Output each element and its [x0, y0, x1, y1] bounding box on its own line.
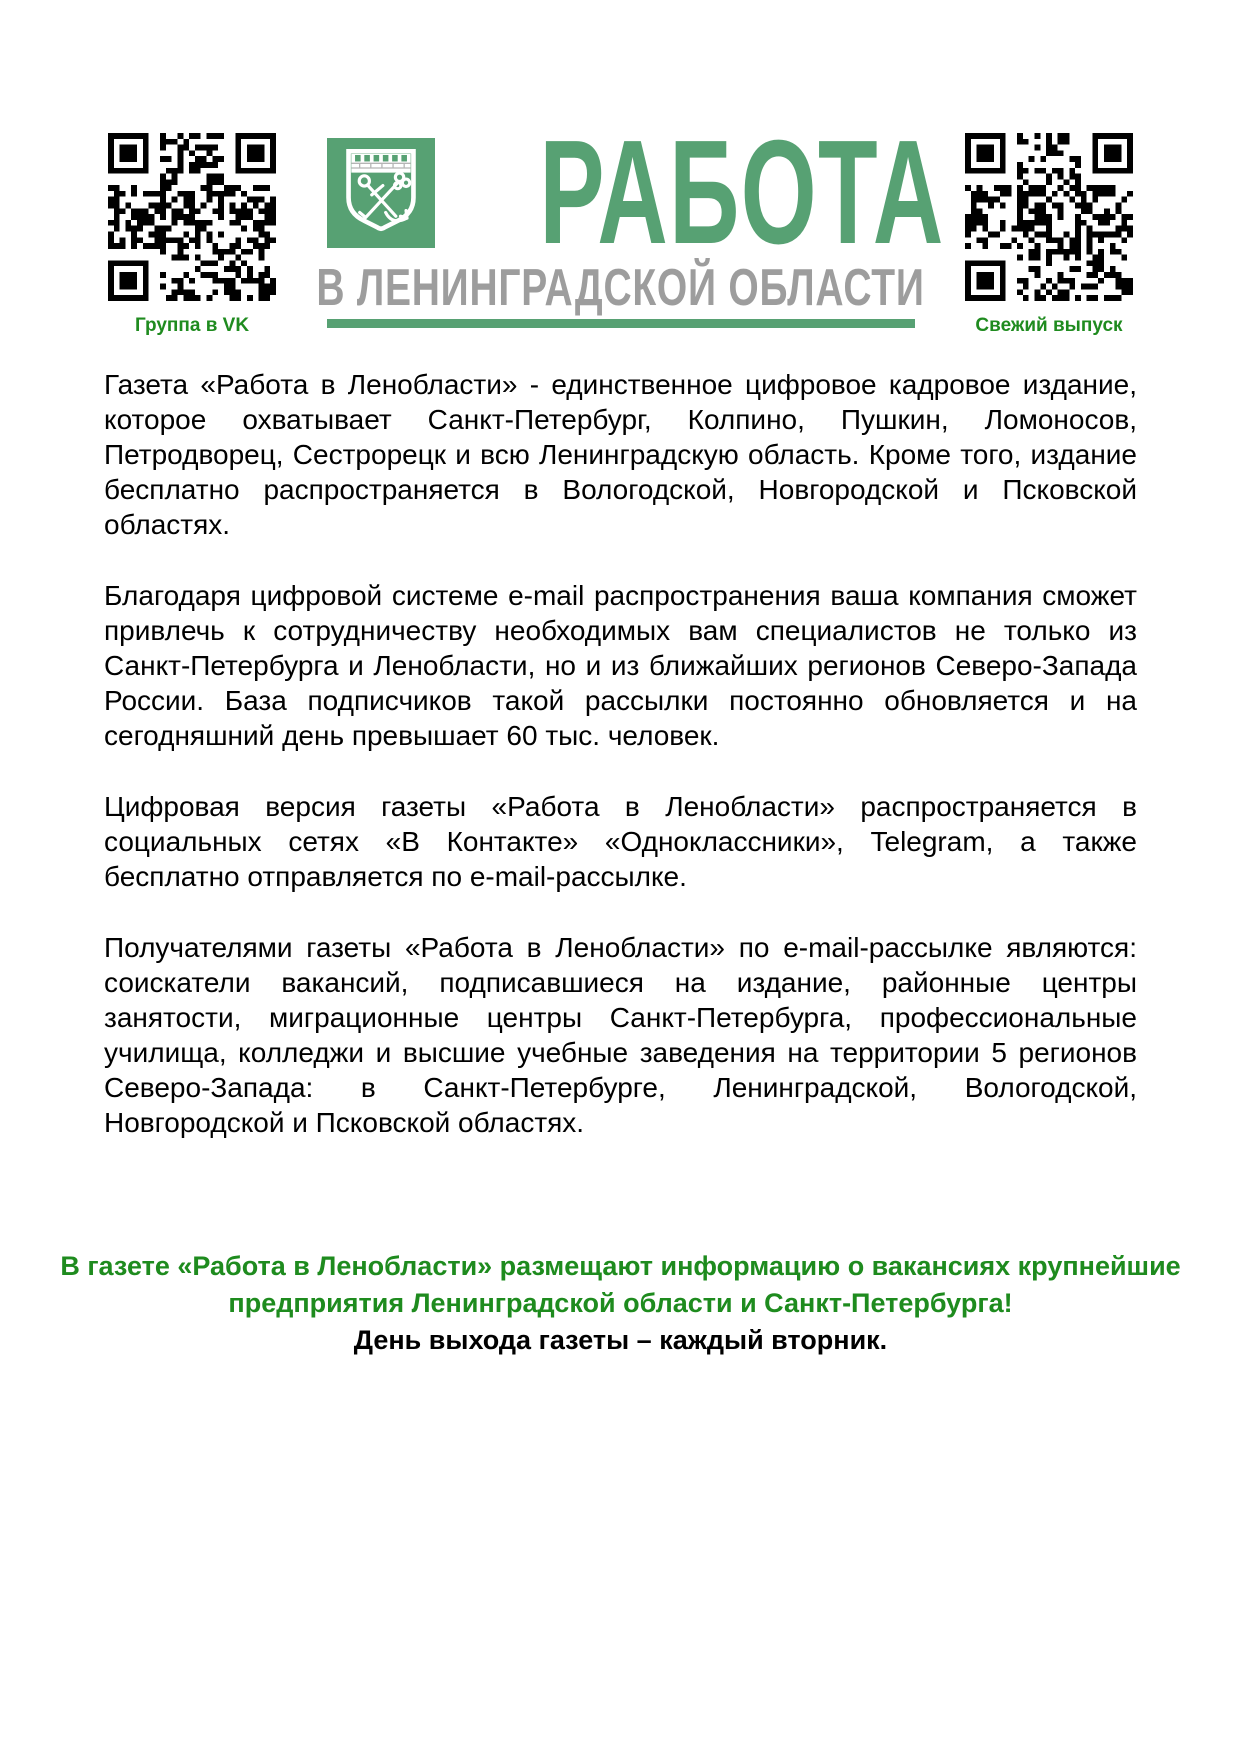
promo-footer [0, 1248, 1241, 1359]
newspaper-logo [316, 110, 945, 328]
logo-subtitle: В ЛЕНИНГРАДСКОЙ ОБЛАСТИ [316, 259, 925, 317]
fresh-issue-qr-block [961, 133, 1137, 337]
paragraph-recipients: Получателями газеты «Работа в Ленобласти» по e-mail-рассылке являются: соискатели вакансий, подписавшиеся на издание, районные центры занятости, миграционные центры Санкт-Петербурга, профессиональные училища, колледжи и высшие учебные заведения на территории 5 регионов Северо-Запада: в Санкт-Петербурге, Ленинградской, Вологодской, Новгородской и Псковской областях. [104, 932, 1137, 1138]
paragraph-digital-version: Цифровая версия газеты «Работа в Ленобласти» распространяется в социальных сетях «В Контакте» «Одноклассники», Telegram, а также бесплатно отправляется по e-mail-рассылке. [104, 791, 1137, 892]
vk-group-qr-label: Группа в VK [134, 315, 250, 336]
fresh-issue-qr-code [965, 133, 1133, 301]
vk-group-qr-code [108, 133, 276, 301]
logo-title: РАБОТА [538, 110, 945, 275]
logo-top-row [327, 110, 945, 275]
article-body [0, 337, 1241, 1140]
paragraph-email-system: Благодаря цифровой системе e-mail распространения ваша компания сможет привлечь к сотрудничеству необходимых вам специалистов не только из Санкт-Петербурга и Ленобласти, но и из ближайших регионов Северо-Запада России. База подписчиков такой рассылки постоянно обновляется и на сегодняшний день превышает 60 тыс. человек. [104, 580, 1137, 751]
logo-title-wrap [435, 110, 1049, 275]
promo-line-2: предприятия Ленинградской области и Санкт-Петербурга! [228, 1288, 1013, 1318]
vk-group-qr-block [104, 133, 280, 337]
paragraph-about-newspaper: Газета «Работа в Ленобласти» - единственное цифровое кадровое издание, которое охватывает Санкт-Петербург, Колпино, Пушкин, Ломоносов, Петродворец, Сестрорецк и всю Ленинградскую область. Кроме того, издание бесплатно распространяется в Вологодской, Новгородской и Псковской областях. [104, 369, 1137, 540]
leningrad-oblast-coat-of-arms-icon [327, 138, 435, 248]
fresh-issue-qr-label: Свежий выпуск [975, 315, 1123, 336]
publication-day-line: День выхода газеты – каждый вторник. [353, 1325, 888, 1355]
logo-underline-bar [327, 319, 915, 328]
header [0, 0, 1241, 337]
promo-line-1: В газете «Работа в Ленобласти» размещают информацию о вакансиях крупнейшие [60, 1251, 1181, 1281]
